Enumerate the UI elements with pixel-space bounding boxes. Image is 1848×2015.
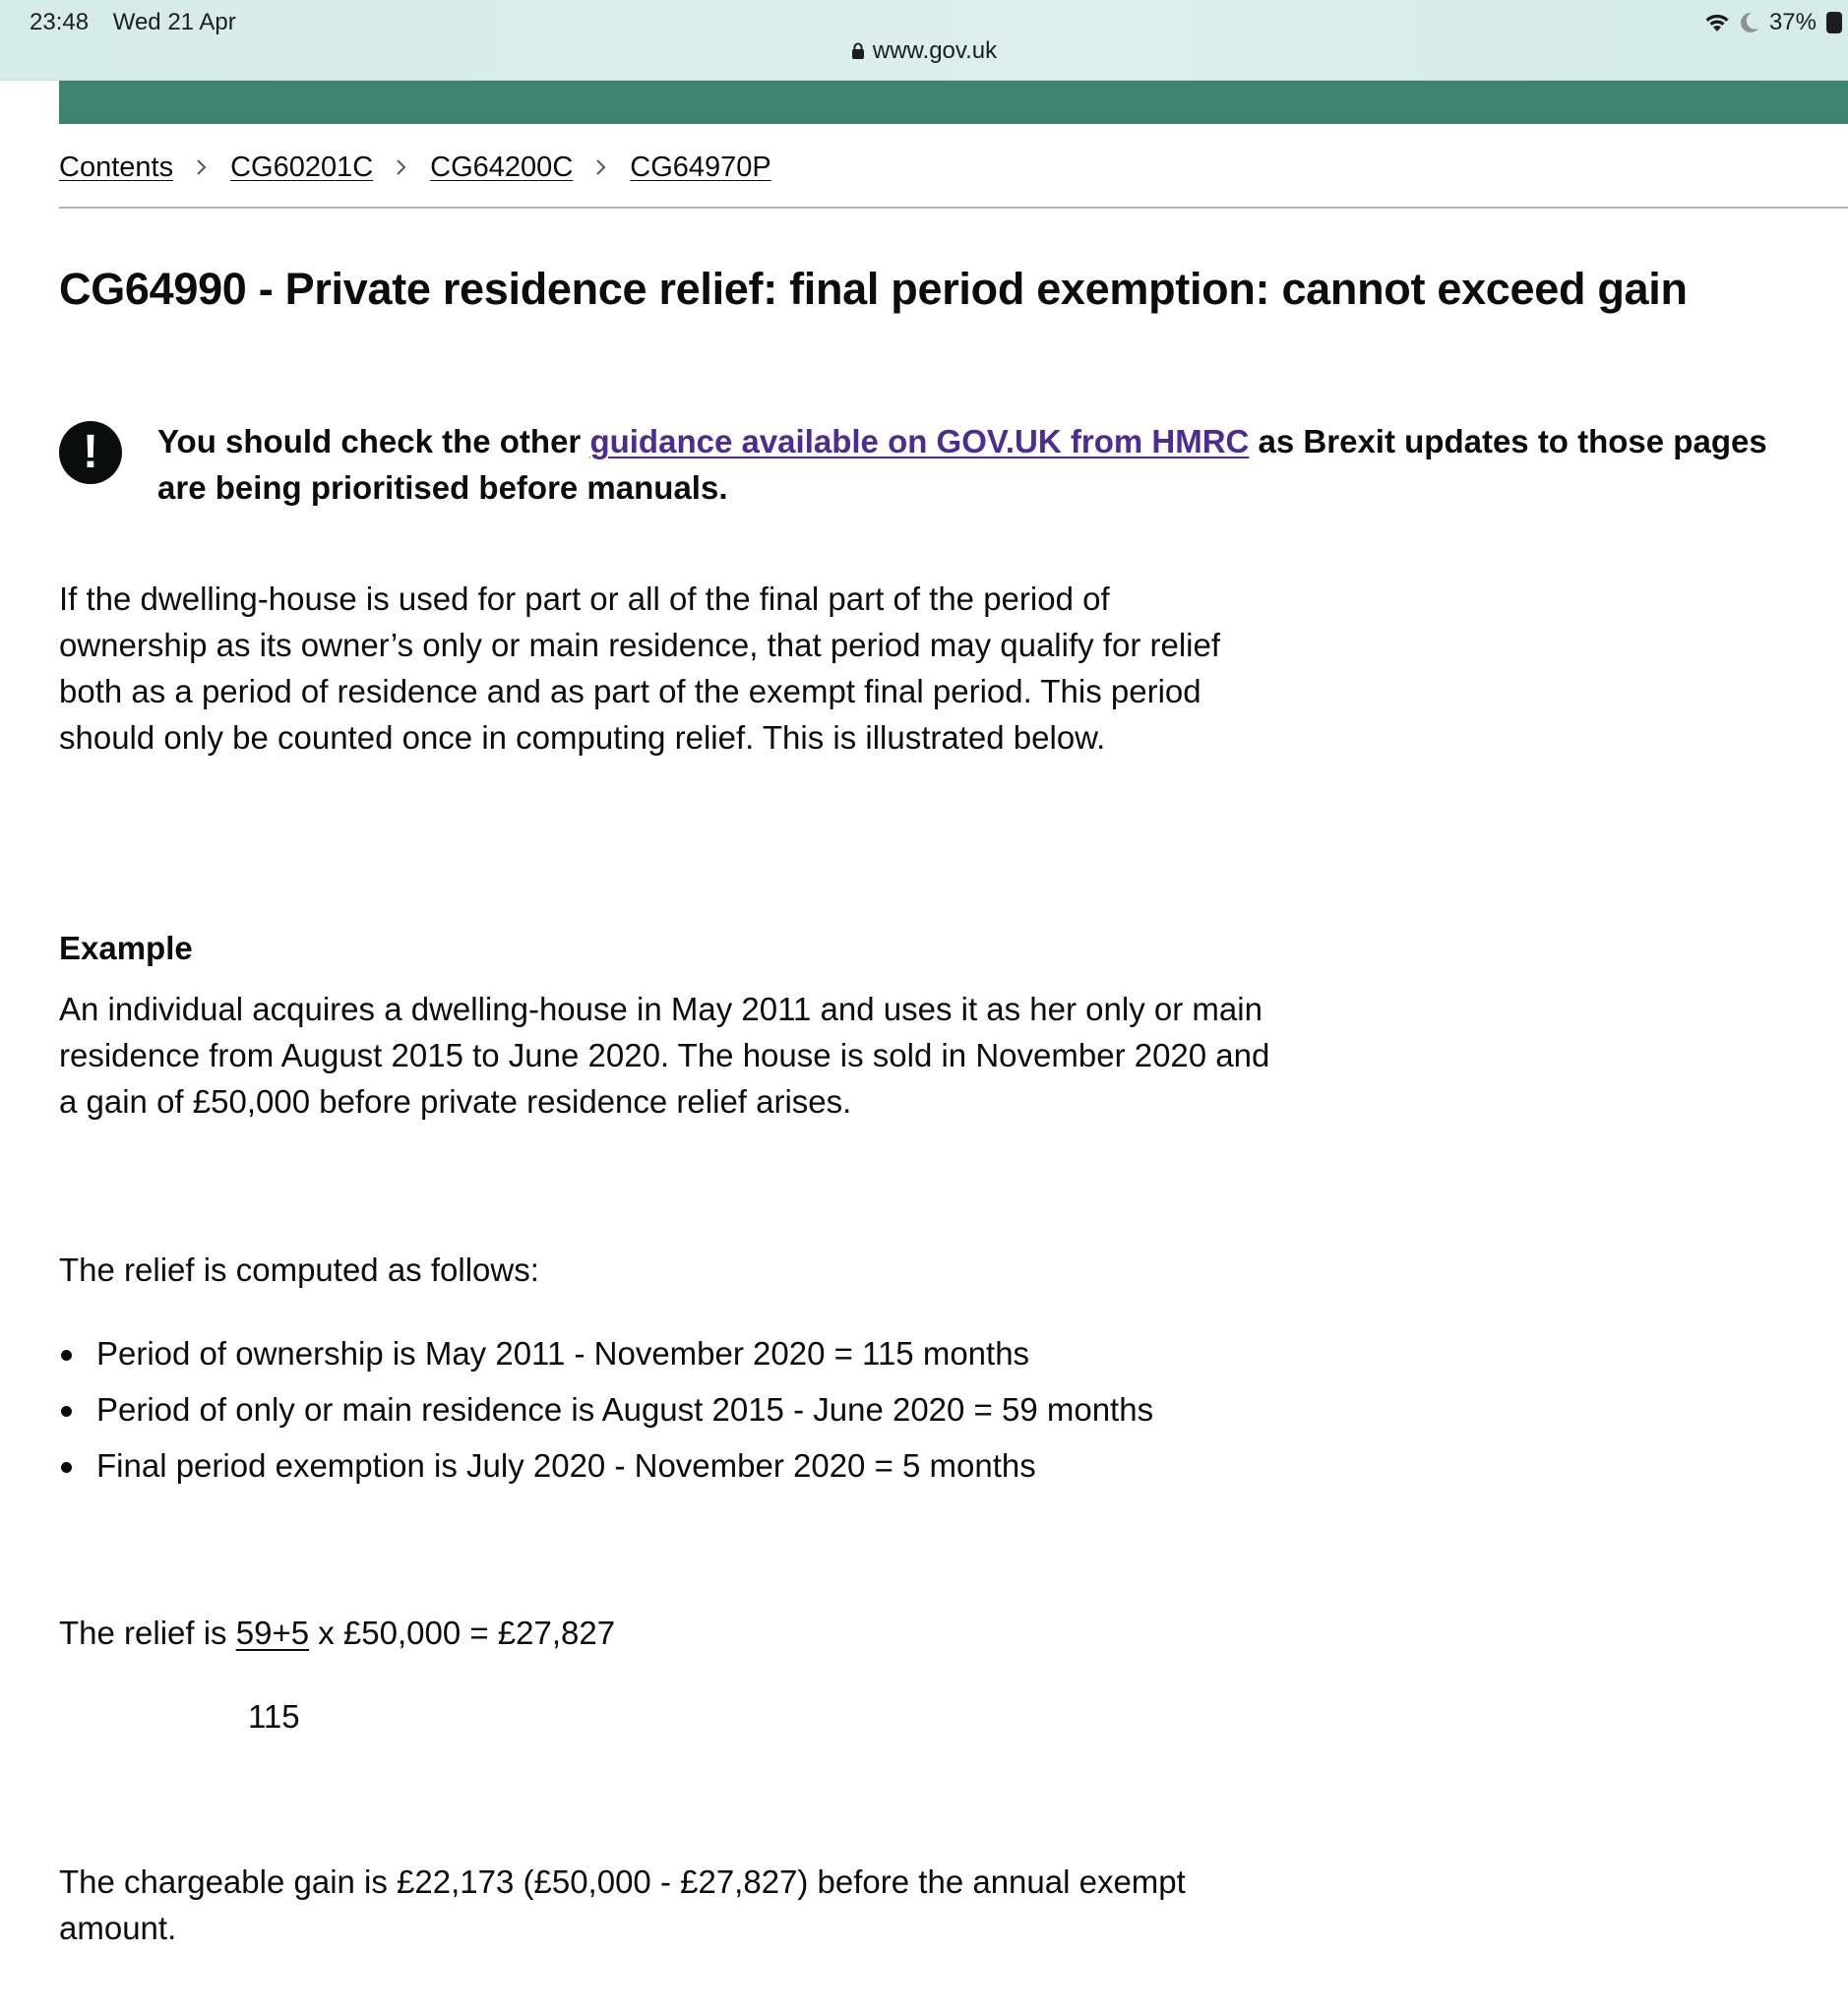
battery-icon (1826, 12, 1842, 33)
page-title: CG64990 - Private residence relief: final period exemption: cannot exceed gain (59, 264, 1688, 314)
example-heading: Example (59, 930, 193, 966)
computation-list (59, 1325, 1153, 1494)
battery-percentage: 37% (1768, 9, 1817, 35)
lock-icon (851, 42, 865, 59)
breadcrumb-cg64200c[interactable]: CG64200C (430, 151, 574, 183)
example-paragraph: An individual acquires a dwelling-house in May 2011 and uses it as her only or main residence from August 2015 to June 2020. The house is sold in November 2020 and a gain of £50,000 before private residence relief arises. (59, 991, 1270, 1120)
ios-status-bar (0, 0, 1848, 81)
list-item: Period of ownership is May 2011 - November 2020 = 115 months (59, 1325, 1153, 1381)
warning-text-before: You should check the other (157, 423, 590, 459)
intro-paragraph: If the dwelling-house is used for part or all of the final part of the period of ownership as its owner’s only or main residence, that period may qualify for relief both as a period of residence and as part of the exempt final period. This period should only be counted once in computing relief. This is illustrated below. (59, 580, 1221, 756)
hmrc-guidance-link[interactable]: guidance available on GOV.UK from HMRC (589, 423, 1250, 459)
status-date: Wed 21 Apr (112, 9, 236, 35)
chargeable-gain-paragraph: The chargeable gain is £22,173 (£50,000 - £27,827) before the annual exempt amount. (59, 1863, 1186, 1946)
computed-intro: The relief is computed as follows: (59, 1252, 539, 1288)
list-item: Period of only or main residence is August 2015 - June 2020 = 59 months (59, 1381, 1153, 1437)
warning-callout (59, 418, 1811, 511)
relief-numerator: 59+5 (235, 1615, 310, 1651)
relief-suffix: x £50,000 = £27,827 (309, 1615, 616, 1651)
status-time-date (30, 9, 254, 36)
status-indicators (1704, 9, 1842, 36)
breadcrumb-cg64970p[interactable]: CG64970P (630, 151, 771, 183)
chevron-right-icon (590, 156, 612, 178)
chevron-right-icon (191, 156, 213, 178)
url-text: www.gov.uk (872, 37, 998, 64)
do-not-disturb-moon-icon (1740, 12, 1759, 33)
warning-text-after: as Brexit updates to those pages are being prioritised before manuals. (157, 423, 1767, 506)
warning-text (157, 418, 1811, 511)
list-item: Final period exemption is July 2020 - November 2020 = 5 months (59, 1437, 1153, 1494)
breadcrumb-cg60201c[interactable]: CG60201C (230, 151, 374, 183)
breadcrumb-divider (59, 207, 1848, 209)
breadcrumb-contents[interactable]: Contents (59, 151, 174, 183)
relief-denominator: 115 (248, 1698, 300, 1735)
status-time: 23:48 (30, 9, 90, 35)
gov-header-bar (59, 81, 1848, 124)
wifi-icon (1704, 13, 1730, 32)
breadcrumb (59, 148, 771, 187)
warning-icon: ! (59, 421, 122, 484)
url-bar[interactable] (0, 37, 1848, 65)
chevron-right-icon (391, 156, 412, 178)
relief-formula (59, 1610, 615, 1656)
relief-prefix: The relief is (59, 1615, 236, 1651)
